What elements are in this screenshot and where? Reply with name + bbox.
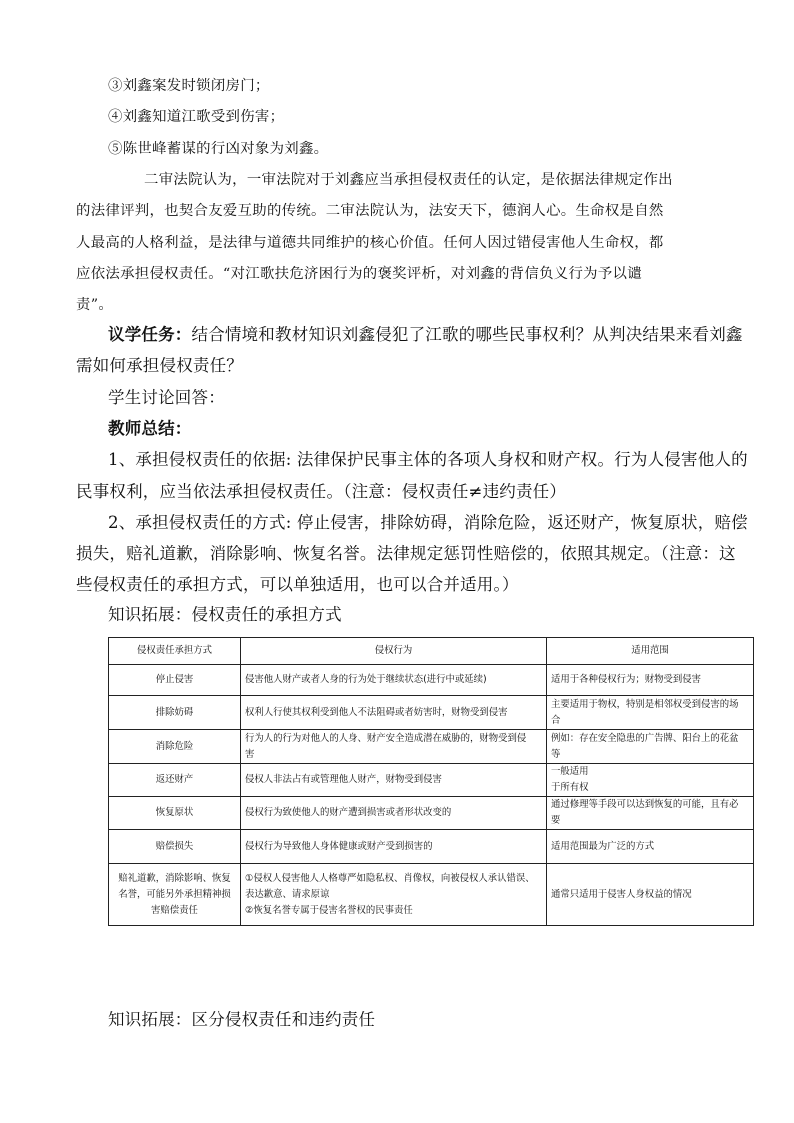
list-item-4: ④刘鑫知道江歌受到伤害； xyxy=(108,109,285,125)
scope-cell: 一般适用 于所有权 xyxy=(547,764,754,797)
scope-cell: 主要适用于物权，特别是相邻权受到侵害的场 合 xyxy=(547,696,754,730)
behavior-cell: 权利人行使其权利受到他人不法阻碍或者妨害时，财物受到侵害 xyxy=(241,696,547,730)
table-row xyxy=(109,830,754,864)
scope-cell: 通过修理等手段可以达到恢复的可能，且有必 要 xyxy=(547,797,754,830)
summary-line: 民事权利，应当依法承担侵权责任。（注意：侵权责任≠违约责任） xyxy=(76,482,567,501)
behavior-cell: ①侵权人侵害他人人格尊严如隐私权、肖像权，向被侵权人承认错误、 表达歉意、请求原谅 ②恢复名誉专属于侵害名誉权的民事责任 xyxy=(241,864,547,926)
student-answer: 学生讨论回答： xyxy=(108,388,225,407)
method-cell: 消除危险 xyxy=(109,730,241,764)
extension-title-2: 知识拓展：区分侵权责任和违约责任 xyxy=(108,1010,376,1029)
extension-title-1: 知识拓展：侵权责任的承担方式 xyxy=(108,605,342,624)
header-behavior: 侵权行为 xyxy=(241,638,547,665)
table-header-row xyxy=(109,638,754,665)
behavior-cell: 侵害他人财产或者人身的行为处于继续状态(进行中或延续) xyxy=(241,665,547,696)
table-row xyxy=(109,696,754,730)
liability-methods-table xyxy=(108,637,754,926)
table-row xyxy=(109,797,754,830)
behavior-cell: 侵权行为致使他人的财产遭到损害或者形状改变的 xyxy=(241,797,547,830)
list-item-5: ⑤陈世峰蓄谋的行凶对象为刘鑫。 xyxy=(108,141,329,157)
court-paragraph-line: 人最高的人格利益，是法律与道德共同维护的核心价值。任何人因过错侵害他人生命权，都 xyxy=(76,235,664,251)
scope-cell: 例如：存在安全隐患的广告牌、阳台上的花盆 等 xyxy=(547,730,754,764)
header-scope: 适用范围 xyxy=(547,638,754,665)
table-row xyxy=(109,665,754,696)
court-paragraph-line: 的法律评判，也契合友爱互助的传统。二审法院认为，法安天下，德润人心。生命权是自然 xyxy=(76,203,664,219)
task-line-1 xyxy=(108,325,743,345)
task-label: 议学任务： xyxy=(108,325,192,344)
list-item-3: ③刘鑫案发时锁闭房门； xyxy=(108,78,270,94)
summary-line: 些侵权责任的承担方式，可以单独适用，也可以合并适用。） xyxy=(76,575,519,594)
method-cell: 返还财产 xyxy=(109,764,241,797)
header-method: 侵权责任承担方式 xyxy=(109,638,241,665)
method-cell: 恢复原状 xyxy=(109,797,241,830)
court-paragraph-line: 二审法院认为，一审法院对于刘鑫应当承担侵权责任的认定，是依据法律规定作出 xyxy=(144,172,673,188)
summary-line: 损失，赔礼道歉，消除影响、恢复名誉。法律规定惩罚性赔偿的，依照其规定。（注意：这 xyxy=(76,544,736,563)
behavior-cell: 侵权行为导致他人身体健康或财产受到损害的 xyxy=(241,830,547,864)
table-row xyxy=(109,730,754,764)
task-line-2: 需如何承担侵权责任？ xyxy=(76,356,243,375)
behavior-cell: 行为人的行为对他人的人身、财产安全造成潜在威胁的，财物受到侵 害 xyxy=(241,730,547,764)
summary-line: 2、承担侵权责任的方式: 停止侵害，排除妨碍，消除危险，返还财产，恢复原状，赔偿 xyxy=(108,513,748,532)
method-cell: 停止侵害 xyxy=(109,665,241,696)
task-text: 结合情境和教材知识刘鑫侵犯了江歌的哪些民事权利？从判决结果来看刘鑫 xyxy=(191,325,743,344)
method-cell: 赔偿损失 xyxy=(109,830,241,864)
scope-cell: 通常只适用于侵害人身权益的情况 xyxy=(547,864,754,926)
table-row xyxy=(109,864,754,926)
table-row xyxy=(109,764,754,797)
scope-cell: 适用于各种侵权行为；财物受到侵害 xyxy=(547,665,754,696)
summary-line: 1、承担侵权责任的依据: 法律保护民事主体的各项人身权和财产权。行为人侵害他人的 xyxy=(108,450,748,469)
teacher-summary-label: 教师总结： xyxy=(108,419,192,438)
behavior-cell: 侵权人非法占有或管理他人财产，财物受到侵害 xyxy=(241,764,547,797)
scope-cell: 适用范围最为广泛的方式 xyxy=(547,830,754,864)
method-cell: 排除妨碍 xyxy=(109,696,241,730)
court-paragraph-line: 责”。 xyxy=(76,297,114,313)
court-paragraph-line: 应依法承担侵权责任。“对江歌扶危济困行为的褒奖评析，对刘鑫的背信负义行为予以谴 xyxy=(76,266,642,282)
method-cell: 赔礼道歉，消除影响、恢复 名誉，可能另外承担精神损 害赔偿责任 xyxy=(109,864,241,926)
